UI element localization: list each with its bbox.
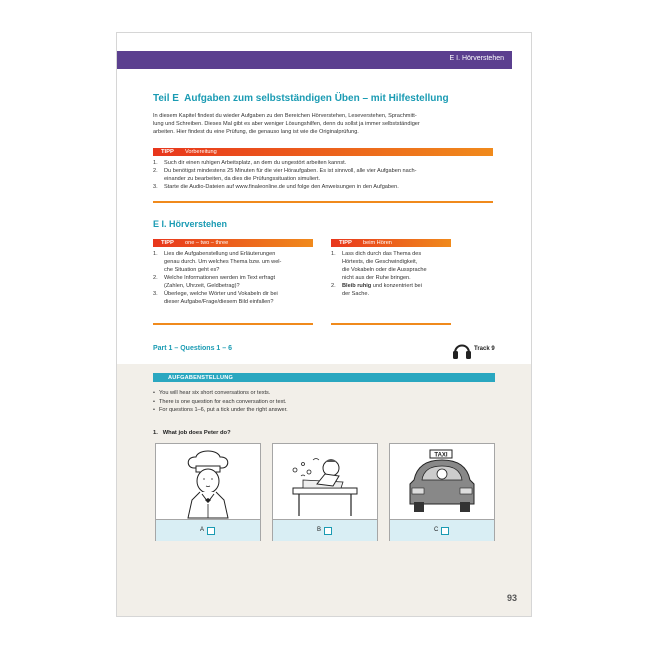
aufgabenstellung-header: [153, 373, 495, 382]
tipp-one-two-three-list: [153, 250, 323, 306]
list-item: • For questions 1–6, put a tick under the right answer.: [153, 407, 288, 413]
option-c-checkbox[interactable]: [441, 527, 449, 535]
section-header-label: E I. Hörverstehen: [449, 55, 504, 62]
divider: [153, 201, 493, 203]
list-item: 2. Bleib ruhig und konzentriert bei der Sache.: [331, 283, 422, 297]
taxi-sign: TAXI: [434, 452, 448, 459]
tipp-vorbereitung-header: [153, 148, 493, 156]
option-label: A: [200, 527, 205, 533]
intro-line: In diesem Kapitel findest du wieder Aufgaben zu den Bereichen Hörverstehen, Leseverstehen, Sprachmitt-: [153, 113, 417, 119]
book-page: [116, 32, 532, 617]
chef-icon: [156, 444, 260, 519]
tipp-vorbereitung-list: [153, 159, 511, 191]
option-c-card[interactable]: [389, 443, 495, 541]
tipp-beim-hoeren-list: [331, 250, 461, 298]
track-label: Track 9: [474, 346, 495, 352]
option-label: C: [434, 527, 439, 533]
tipp-label: TIPP: [161, 240, 174, 246]
list-item: • You will hear six short conversations or texts.: [153, 390, 271, 396]
option-b-card[interactable]: [272, 443, 378, 541]
section-heading: E I. Hörverstehen: [153, 219, 228, 229]
option-a-card[interactable]: [155, 443, 261, 541]
page-title: Teil E Aufgaben zum selbstständigen Üben – mit Hilfestellung: [153, 93, 449, 104]
instructions-list: [153, 389, 288, 415]
tipp-one-two-three-header: [153, 239, 313, 247]
taxi-driver-icon: [390, 444, 494, 519]
list-item: 1. Lies die Aufgabenstellung und Erläuterungen genau durch. Um welches Thema bzw. um wel- che Situation geht es?: [153, 251, 282, 273]
question-1: 1. What job does Peter do?: [153, 430, 231, 436]
list-item: 1. Lass dich durch das Thema des Hörtexts, die Geschwindigkeit, die Vokabeln oder die Aussprache nicht aus der Ruhe bringen.: [331, 251, 427, 281]
option-a-answer[interactable]: [156, 519, 260, 541]
aufgabenstellung-label: AUFGABENSTELLUNG: [168, 374, 234, 381]
page-number: 93: [507, 593, 518, 603]
intro-text: [153, 112, 511, 136]
divider: [153, 323, 313, 325]
list-item: 1. Such dir einen ruhigen Arbeitsplatz, an dem du ungestört arbeiten kannst.: [153, 160, 347, 166]
option-b-checkbox[interactable]: [324, 527, 332, 535]
section-header-bar: [117, 51, 512, 69]
option-label: B: [317, 527, 322, 533]
intro-line: arbeiten. Hier findest du eine Prüfung, die genauso lang ist wie die Originalprüfung.: [153, 129, 359, 135]
list-item: 2. Welche Informationen werden im Text erfragt (Zahlen, Uhrzeit, Geldbetrag)?: [153, 275, 276, 289]
list-item: • There is one question for each conversation or text.: [153, 398, 287, 405]
list-item: 3. Überlege, welche Wörter und Vokabeln dir bei dieser Aufgabe/Frage/diesem Bild einfallen?: [153, 291, 278, 305]
writer-at-desk-icon: [273, 444, 377, 519]
option-a-checkbox[interactable]: [207, 527, 215, 535]
option-b-answer[interactable]: [273, 519, 377, 541]
tipp-beim-hoeren-header: [331, 239, 451, 247]
tipp-label: TIPP: [339, 240, 352, 246]
tipp-subtitle: beim Hören: [363, 240, 392, 247]
list-item: 2. Du benötigst mindestens 25 Minuten für die vier Höraufgaben. Es ist sinnvoll, alle vier Aufgaben nach- einander zu bearbeiten, da dies die Prüfungssituation simuliert.: [153, 168, 417, 182]
tipp-subtitle: Vorbereitung: [185, 149, 217, 156]
tipp-subtitle: one – two – three: [185, 240, 229, 247]
part-title: Part 1 – Questions 1 – 6: [153, 345, 232, 352]
divider: [331, 323, 451, 325]
option-c-answer[interactable]: [390, 519, 494, 541]
intro-line: lung und Schreiben. Dieses Mal gibt es aber weniger Lösungshilfen, denn du sollst ja immer selbstständiger: [153, 121, 420, 127]
list-item: 3. Starte die Audio-Dateien auf www.finaleonline.de und folge den Anweisungen in den Aufgaben.: [153, 184, 399, 190]
tipp-label: TIPP: [161, 149, 174, 155]
